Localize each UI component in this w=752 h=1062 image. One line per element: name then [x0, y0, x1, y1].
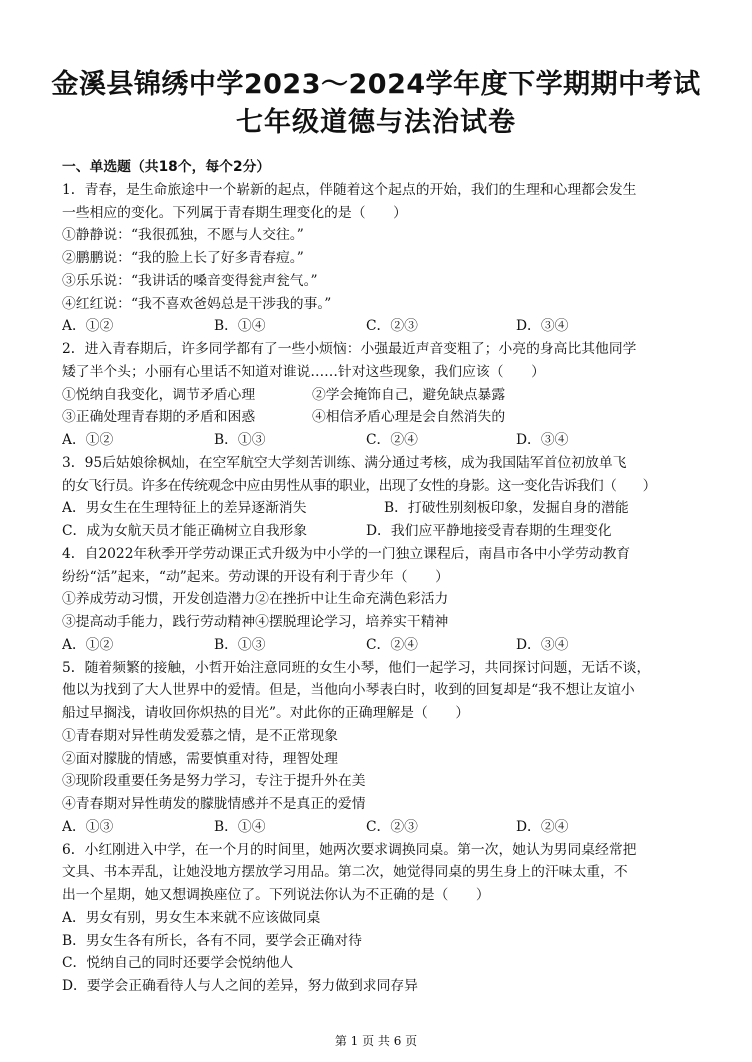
q3-stem-line2: 的女飞行员。许多在传统观念中应由男性从事的职业，出现了女性的身影。这一变化告诉我们（ ） — [62, 477, 656, 494]
q3-options-row1 — [62, 497, 698, 520]
q3-option-b[interactable]: B．打破性别刻板印象，发掘自身的潜能 — [384, 500, 629, 517]
q1-stem-line1: 1．青春，是生命旅途中一个崭新的起点，伴随着这个起点的开始，我们的生理和心理都会发生 — [62, 181, 637, 198]
q1-statement-1: ①静静说：“我很孤独，不愿与人交往。” — [62, 227, 304, 244]
q5-option-a[interactable]: A．①③ — [62, 818, 114, 835]
q2-statement-2: ②学会掩饰自己，避免缺点暴露 — [312, 386, 506, 403]
q2-option-b[interactable]: B．①③ — [214, 432, 266, 448]
q2-option-d[interactable]: D．③④ — [516, 432, 569, 448]
q4-option-b[interactable]: B．①③ — [214, 636, 266, 653]
q4-options — [62, 634, 698, 657]
q5-statement-3: ③现阶段重要任务是努力学习，专注于提升外在美 — [62, 773, 366, 790]
q5-option-c[interactable]: C．②③ — [366, 818, 418, 835]
q5-options — [62, 816, 698, 839]
q6-option-a[interactable]: A．男女有别，男女生本来就不应该做同桌 — [62, 909, 321, 926]
q4-stem-line2: 纷纷“活”起来，“动”起来。劳动课的开设有利于青少年（ ） — [62, 568, 449, 585]
exam-subtitle: 七年级道德与法治试卷 — [236, 107, 516, 138]
q4-statements-row1: ①养成劳动习惯，开发创造潜力②在挫折中让生命充满色彩活力 — [62, 591, 449, 608]
q2-statement-1: ①悦纳自我变化，调节矛盾心理 — [62, 386, 256, 403]
q4-option-a[interactable]: A．①② — [62, 636, 114, 653]
q4-option-c[interactable]: C．②④ — [366, 636, 418, 653]
q1-option-c[interactable]: C．②③ — [366, 318, 418, 335]
q4-stem-line1: 4．自2022年秋季开学劳动课正式升级为中小学的一门独立课程后，南昌市各中小学劳动教育 — [62, 545, 631, 562]
q1-statement-2: ②鹏鹏说：“我的脸上长了好多青春痘。” — [62, 250, 304, 266]
q6-stem-line3: 出一个星期，她又想调换座位了。下列说法你认为不正确的是（ ） — [62, 887, 490, 903]
q5-option-b[interactable]: B．①④ — [214, 818, 266, 835]
q5-statement-2: ②面对朦胧的情感，需要慎重对待，理智处理 — [62, 750, 338, 767]
q6-option-d[interactable]: D．要学会正确看待人与人之间的差异，努力做到求同存异 — [62, 978, 418, 994]
q1-option-d[interactable]: D．③④ — [516, 318, 569, 335]
q1-option-a[interactable]: A．①② — [62, 318, 114, 335]
page-number: 第 1 页 共 6 页 — [334, 1034, 418, 1048]
q1-statement-3: ③乐乐说：“我讲话的嗓音变得瓮声瓮气。” — [62, 272, 318, 289]
q1-option-b[interactable]: B．①④ — [214, 318, 266, 335]
q1-statement-4: ④红红说：“我不喜欢爸妈总是干涉我的事。” — [62, 295, 332, 312]
q2-statement-4: ④相信矛盾心理是会自然消失的 — [312, 409, 506, 426]
q4-option-d[interactable]: D．③④ — [516, 636, 569, 653]
q6-option-b[interactable]: B．男女生各有所长，各有不同，要学会正确对待 — [62, 932, 362, 949]
q5-option-d[interactable]: D．②④ — [516, 818, 569, 835]
q4-statements-row2: ③提高动手能力，践行劳动精神④摆脱理论学习，培养实干精神 — [62, 614, 449, 630]
q2-statements-row2 — [62, 406, 698, 429]
q2-option-a[interactable]: A．①② — [62, 432, 114, 448]
q2-option-c[interactable]: C．②④ — [366, 432, 418, 448]
q5-stem-line1: 5．随着频繁的接触，小哲开始注意同班的女生小琴，他们一起学习，共同探讨问题，无话不谈， — [62, 659, 651, 676]
q2-stem-line1: 2．进入青春期后，许多同学都有了一些小烦恼：小强最近声音变粗了；小亮的身高比其他同学 — [62, 341, 637, 357]
q2-statement-3: ③正确处理青春期的矛盾和困惑 — [62, 409, 256, 426]
q3-option-c[interactable]: C．成为女航天员才能正确树立自我形象 — [62, 523, 308, 539]
q6-option-c[interactable]: C．悦纳自己的同时还要学会悦纳他人 — [62, 955, 294, 972]
q3-option-d[interactable]: D．我们应平静地接受青春期的生理变化 — [366, 523, 612, 539]
q6-stem-line1: 6．小红刚进入中学，在一个月的时间里，她两次要求调换同桌。第一次，她认为男同桌经常把 — [62, 841, 637, 858]
q5-statement-4: ④青春期对异性萌发的朦胧情感并不是真正的爱情 — [62, 796, 366, 812]
q6-stem-line2: 文具、书本弄乱，让她没地方摆放学习用品。第二次，她觉得同桌的男生身上的汗味太重，不 — [62, 864, 628, 881]
section-heading: 一、单选题（共18个，每个2分） — [62, 159, 271, 175]
q2-stem-line2: 矮了半个头；小丽有心里话不知道对谁说……针对这些现象，我们应该（ ） — [62, 363, 545, 380]
q3-options-row2 — [62, 520, 698, 543]
q5-stem-line3: 船过早搁浅，请收回你炽热的目光”。对此你的正确理解是（ ） — [62, 705, 470, 721]
q2-statements-row1 — [62, 384, 698, 407]
q5-statement-1: ①青春期对异性萌发爱慕之情，是不正常现象 — [62, 727, 338, 744]
q1-options — [62, 315, 698, 338]
q1-stem-line2: 一些相应的变化。下列属于青春期生理变化的是（ ） — [62, 204, 407, 221]
q5-stem-line2: 他以为找到了大人世界中的爱情。但是，当他向小琴表白时，收到的回复却是“我不想让友谊小 — [62, 682, 635, 699]
q2-options — [62, 429, 698, 452]
exam-title: 金溪县锦绣中学2023～2024学年度下学期期中考试 — [51, 69, 701, 100]
q3-option-a[interactable]: A．男女生在生理特征上的差异逐渐消失 — [62, 500, 307, 517]
q3-stem-line1: 3．95后姑娘徐枫灿，在空军航空大学刻苦训练、满分通过考核，成为我国陆军首位初放单飞 — [62, 454, 627, 471]
exam-content — [62, 156, 698, 998]
